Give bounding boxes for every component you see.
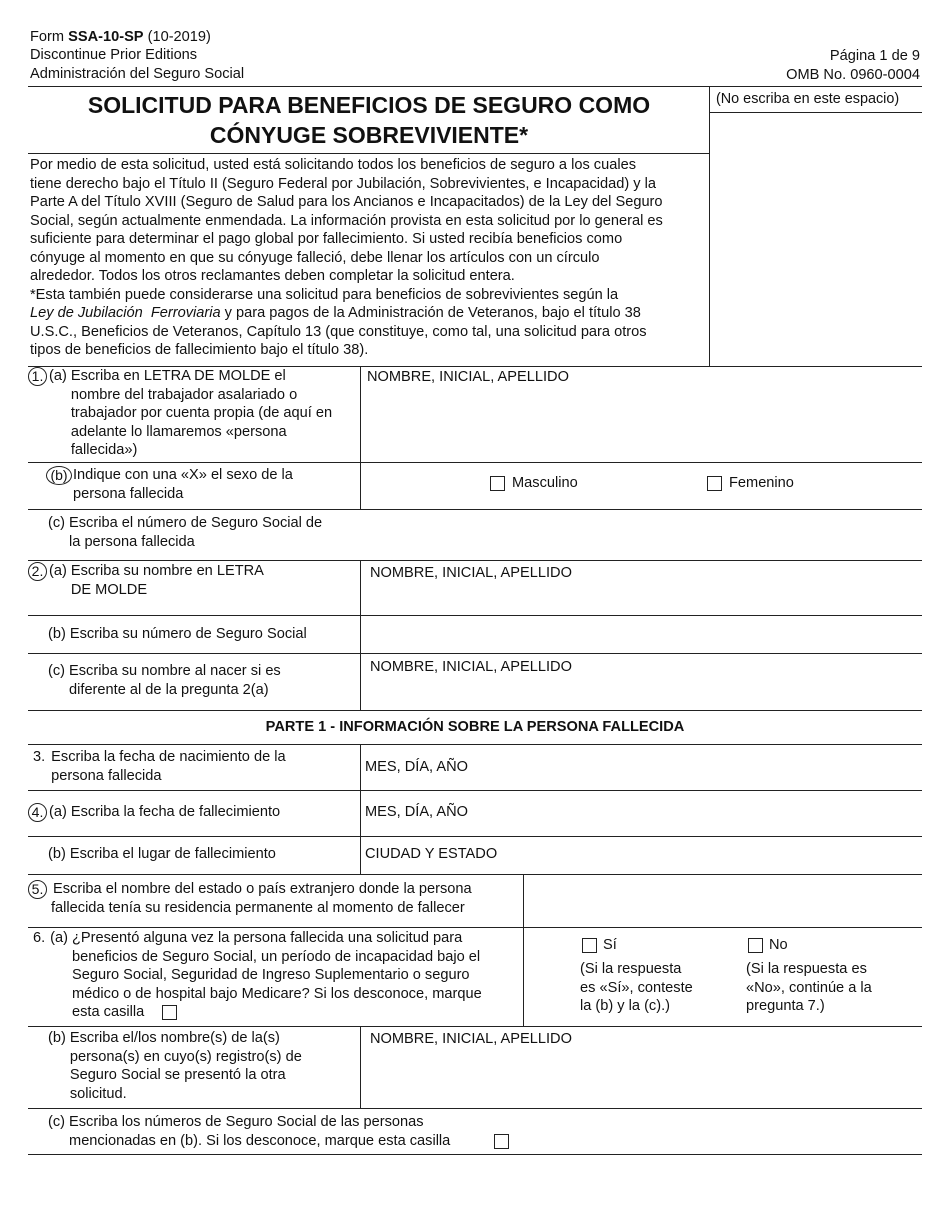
male-label: Masculino — [512, 475, 578, 491]
question-2a: 2. (a) Escriba su nombre en LETRA DE MOLDE — [28, 562, 358, 599]
deceased-ssn-field[interactable] — [361, 510, 922, 560]
yes-checkbox[interactable] — [582, 938, 597, 953]
divider — [28, 462, 922, 463]
question-6c: (c) Escriba los números de Seguro Social de las personas mencionadas en (b). Si los desconoce, marque esta casilla — [48, 1114, 451, 1149]
divider — [28, 86, 922, 87]
form-number: SSA-10-SP — [68, 29, 144, 45]
divider — [28, 710, 922, 711]
intro-text: Por medio de esta solicitud, usted está solicitando todos los beneficios de seguro a los cuales tiene derecho bajo el Título II (Seguro Federal por Jubilación, Sobrevivientes, e Incapacidad) y la Parte A del Título XVIII (Seguro de Salud para los Ancianos e Incapacitados) de la Ley del Seguro Social, según actualmente enmendada. La información provista en esta solicitud por lo general es suficiente para determinar el pago global por fallecimiento. Si usted recibía beneficios como cónyuge al momento en que su cónyuge falleció, debe llenar los artículos con un círculo alrededor. Todos los otros reclamantes deben completar la solicitud entera. *Esta también puede considerarse una solicitud para beneficios de sobrevivientes según la Ley de Jubilación Ferroviaria y para pagos de la Administración de Veteranos, bajo el título 38 U.S.C., Beneficios de Veteranos, Capítulo 13 (que constituye, como tal, una solicitud para otros tipos de beneficios de fallecimiento bajo el título 38). — [30, 157, 663, 358]
death-date-field[interactable]: MES, DÍA, AÑO — [365, 804, 468, 820]
question-4a: 4. (a) Escriba la fecha de fallecimiento — [28, 803, 358, 822]
question-number-circle: 4. — [28, 803, 47, 822]
question-1c: (c) Escriba el número de Seguro Social de la persona fallecida — [48, 515, 323, 550]
page-title: SOLICITUD PARA BENEFICIOS DE SEGURO COMO CÓNYUGE SOBREVIVIENTE* — [87, 92, 651, 148]
discontinue-note: Discontinue Prior Editions — [30, 47, 198, 63]
divider — [709, 112, 922, 113]
yes-label: Sí — [603, 937, 617, 953]
divider — [28, 927, 922, 928]
divider — [28, 1154, 922, 1155]
other-claimant-name-field[interactable]: NOMBRE, INICIAL, APELLIDO — [370, 1031, 572, 1047]
question-5: 5. Escriba el nombre del estado o país extranjero donde la persona fallecida tenía su residencia permanente al momento de fallecer — [28, 880, 522, 917]
female-checkbox[interactable] — [707, 476, 722, 491]
question-number-circle: 1. — [28, 367, 47, 386]
male-checkbox[interactable] — [490, 476, 505, 491]
ssn-unknown-checkbox[interactable] — [494, 1134, 509, 1149]
question-2b: (b) Escriba su número de Seguro Social — [48, 626, 307, 642]
unknown-checkbox[interactable] — [162, 1005, 177, 1020]
page-number: Página 1 de 9 — [829, 48, 920, 64]
office-use-label: (No escriba en este espacio) — [716, 91, 900, 107]
question-6b: (b) Escriba el/los nombre(s) de la(s) persona(s) en cuyo(s) registro(s) de Seguro Social se presentó la otra solicitud. — [48, 1030, 302, 1102]
residence-state-field[interactable] — [524, 875, 922, 926]
question-2c: (c) Escriba su nombre al nacer si es diferente al de la pregunta 2(a) — [48, 663, 281, 698]
no-note: (Si la respuesta es «No», continúe a la pregunta 7.) — [746, 961, 872, 1014]
no-label: No — [769, 937, 788, 953]
divider — [28, 1108, 922, 1109]
death-place-field[interactable]: CIUDAD Y ESTADO — [365, 846, 498, 862]
birth-date-field[interactable]: MES, DÍA, AÑO — [365, 759, 468, 775]
question-6a: 6. (a) ¿Presentó alguna vez la persona fallecida una solicitud para beneficios de Seguro Social, un período de incapacidad bajo el Seguro Social, Seguridad de Ingreso Suplementario o seguro médico o de hospital bajo Medicare? Si los desconoce, marque esta casilla — [33, 930, 482, 1020]
omb-number: OMB No. 0960-0004 — [786, 67, 920, 83]
question-number-circle: 5. — [28, 880, 47, 899]
question-number-circle: 2. — [28, 562, 47, 581]
question-1a: 1. (a) Escriba en LETRA DE MOLDE el nombre del trabajador asalariado o trabajador por cuenta propia (de aquí en adelante lo llamaremos «persona fallecida») — [28, 367, 358, 460]
question-letter-circle: (b) — [46, 466, 72, 485]
applicant-ssn-field[interactable] — [361, 616, 922, 652]
applicant-name-field[interactable]: NOMBRE, INICIAL, APELLIDO — [370, 565, 572, 581]
section-heading: PARTE 1 - INFORMACIÓN SOBRE LA PERSONA FALLECIDA — [265, 719, 685, 735]
agency-name: Administración del Seguro Social — [30, 66, 245, 82]
divider — [28, 153, 709, 154]
question-1b: (b) Indique con una «X» el sexo de la persona fallecida — [28, 466, 358, 503]
form-id: Form SSA-10-SP (10-2019) — [30, 29, 211, 45]
birth-name-field[interactable]: NOMBRE, INICIAL, APELLIDO — [370, 659, 572, 675]
deceased-name-field[interactable]: NOMBRE, INICIAL, APELLIDO — [367, 369, 569, 385]
yes-note: (Si la respuesta es «Sí», conteste la (b) y la (c).) — [580, 961, 693, 1014]
no-checkbox[interactable] — [748, 938, 763, 953]
question-3: 3. Escriba la fecha de nacimiento de la persona fallecida — [33, 749, 286, 784]
question-4b: (b) Escriba el lugar de fallecimiento — [48, 846, 276, 862]
female-label: Femenino — [729, 475, 794, 491]
